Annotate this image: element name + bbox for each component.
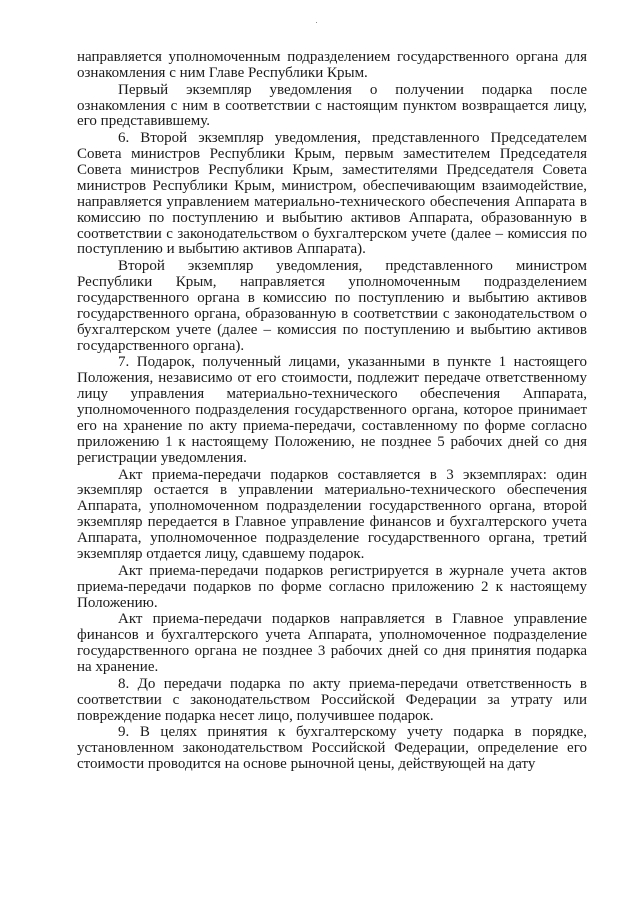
paragraph-act-forwarding: Акт приема-передачи подарков направляется в Главное управление финансов и бухгалтерского учета Аппарата, уполномоченное подразделение государственного органа не позднее 3 рабочих дней со дня принятия подарка на хранение. xyxy=(77,611,587,676)
scan-speck xyxy=(316,22,317,23)
paragraph-act-copies: Акт приема-передачи подарков составляется в 3 экземплярах: один экземпляр остается в управлении материально-технического обеспечения Аппарата, уполномоченном подразделении государственного органа, второй экземпляр передается в Главное управление финансов и бухгалтерского учета Аппарата, уполномоченное подразделение государственного органа, третий экземпляр отдается лицу, сдавшему подарок. xyxy=(77,466,587,563)
paragraph-first-copy-return: Первый экземпляр уведомления о получении подарка после ознакомления с ним в соответствии с настоящим пунктом возвращается лицу, его представившему. xyxy=(77,81,587,130)
paragraph-clause-6: 6. Второй экземпляр уведомления, представленного Председателем Совета министров Республики Крым, первым заместителем Председателя Совета министров Республики Крым, заместителями Председателя Совета министров Республики Крым, министром, обеспечивающим взаимодействие, направляется управлением материально-технического обеспечения Аппарата в комиссию по поступлению и выбытию активов Аппарата, образованную в соответствии с законодательством о бухгалтерском учете (далее – комиссия по поступлению и выбытию активов Аппарата). xyxy=(77,130,587,258)
paragraph-clause-8: 8. До передачи подарка по акту приема-передачи ответственность в соответствии с законодательством Российской Федерации за утрату или повреждение подарка несет лицо, получившее подарок. xyxy=(77,675,587,724)
document-body xyxy=(77,50,587,774)
paragraph-second-copy-minister: Второй экземпляр уведомления, представленного министром Республики Крым, направляется уполномоченным подразделением государственного органа в комиссию по поступлению и выбытию активов государственного органа, образованную в соответствии с законодательством о бухгалтерском учете (далее – комиссия по поступлению и выбытию активов государственного органа). xyxy=(77,258,587,354)
paragraph-clause-9: 9. В целях принятия к бухгалтерскому учету подарка в порядке, установленном законодательством Российской Федерации, определение его стоимости проводится на основе рыночной цены, действующей на дату xyxy=(77,724,587,773)
paragraph-clause-7: 7. Подарок, полученный лицами, указанными в пункте 1 настоящего Положения, независимо от его стоимости, подлежит передаче ответственному лицу управления материально-технического обеспечения Аппарата, уполномоченного подразделения государственного органа, которое принимает его на хранение по акту приема-передачи, составленному по форме согласно приложению 1 к настоящему Положению, не позднее 5 рабочих дней со дня регистрации уведомления. xyxy=(77,354,587,466)
paragraph-act-registration: Акт приема-передачи подарков регистрируется в журнале учета актов приема-передачи подарков по форме согласно приложению 2 к настоящему Положению. xyxy=(77,562,587,611)
paragraph-continuation: направляется уполномоченным подразделением государственного органа для ознакомления с ним Главе Республики Крым. xyxy=(77,49,587,81)
